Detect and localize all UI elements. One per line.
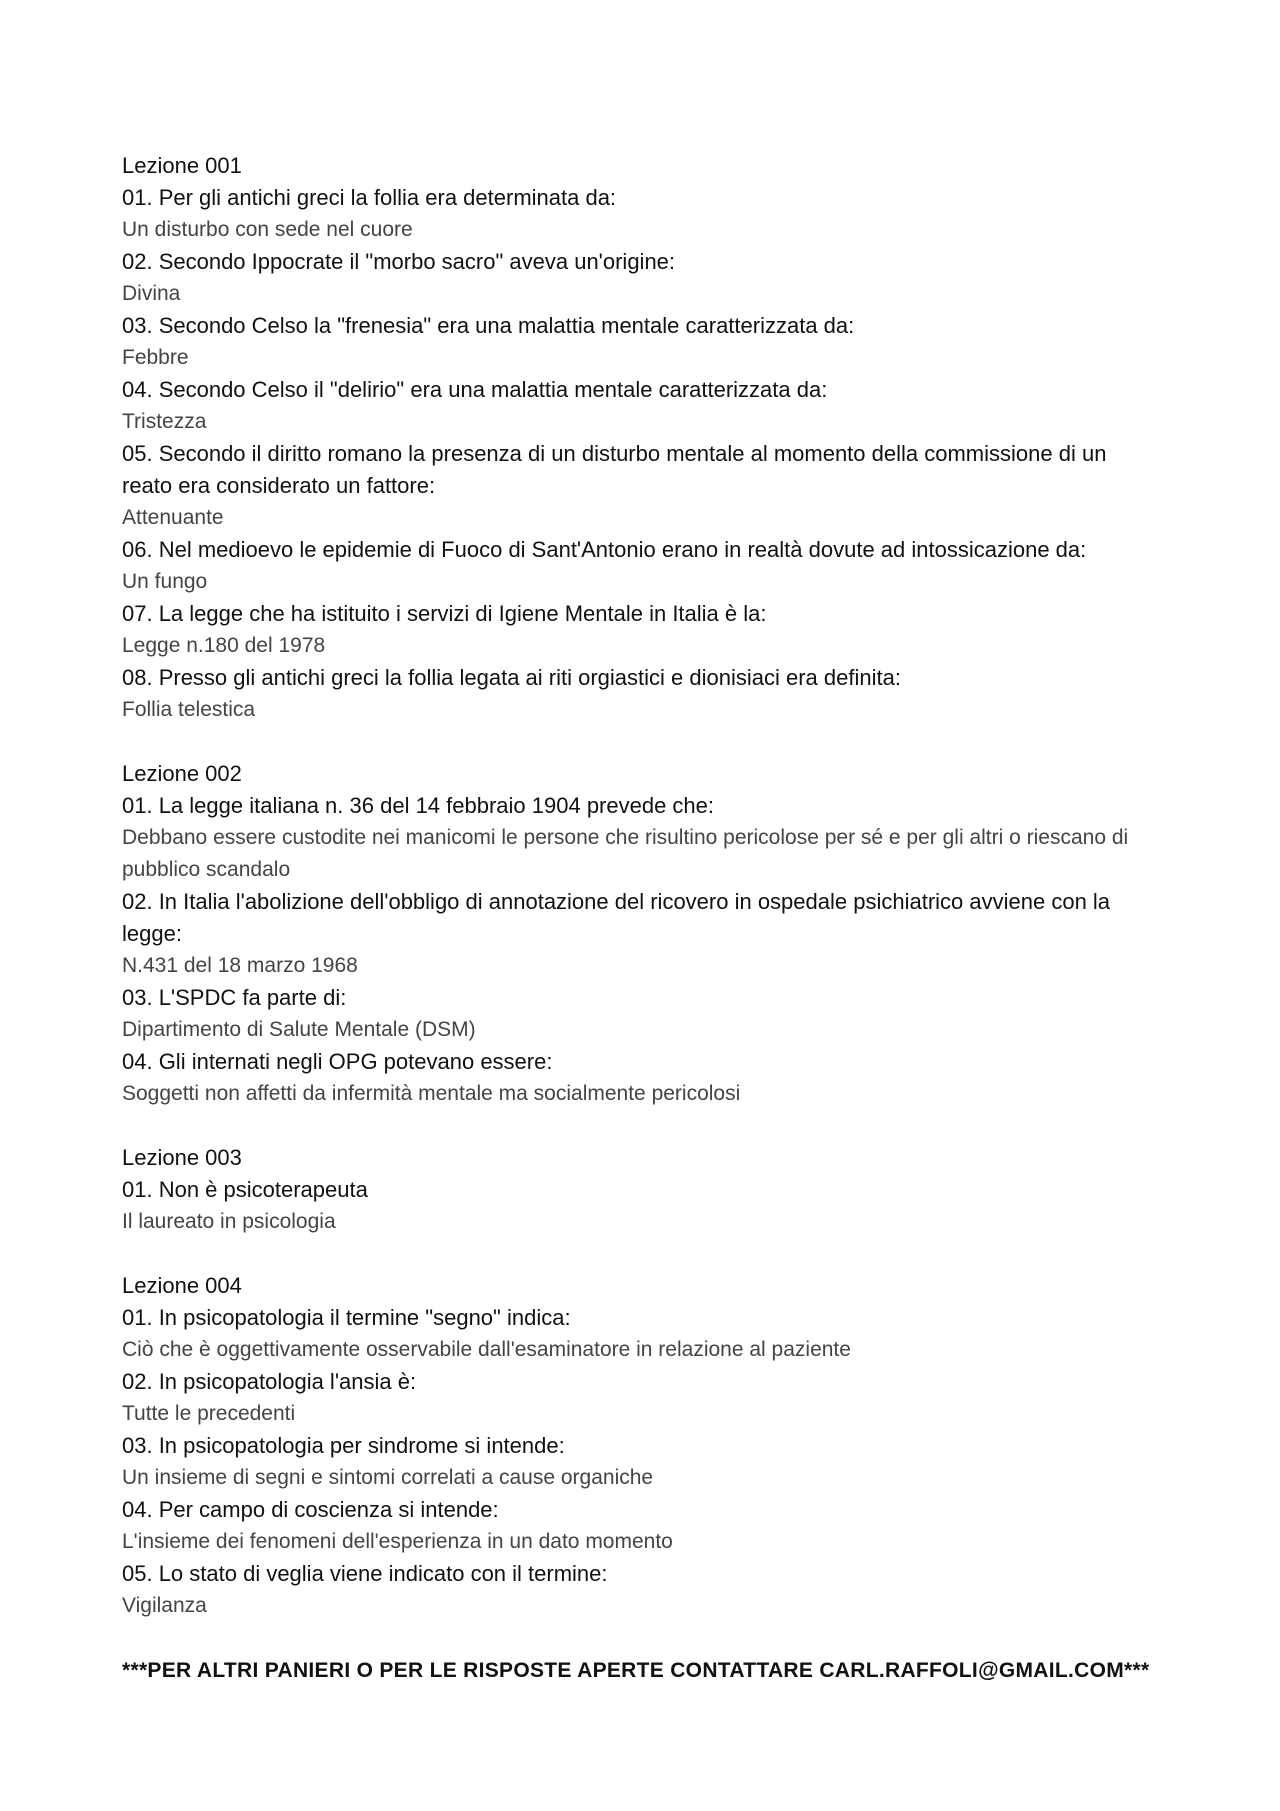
answer: Vigilanza [122, 1594, 207, 1617]
answer: L'insieme dei fenomeni dell'esperienza in un dato momento [122, 1530, 673, 1553]
question: 02. In Italia l'abolizione dell'obbligo di annotazione del ricovero in ospedale psichiatrico avviene con la legge: [122, 889, 1111, 946]
question: 04. Per campo di coscienza si intende: [122, 1497, 499, 1522]
answer: Soggetti non affetti da infermità mentale ma socialmente pericolosi [122, 1082, 741, 1105]
answer: Divina [122, 282, 181, 305]
lesson-title: Lezione 002 [122, 761, 242, 786]
question: 05. Lo stato di veglia viene indicato con il termine: [122, 1561, 608, 1586]
question: 04. Gli internati negli OPG potevano essere: [122, 1049, 553, 1074]
contact-footer: ***PER ALTRI PANIERI O PER LE RISPOSTE APERTE CONTATTARE CARL.RAFFOLI@GMAIL.COM*** [122, 1659, 1150, 1682]
answer: Debbano essere custodite nei manicomi le persone che risultino pericolose per sé e per gli altri o riescano di pubblico scandalo [122, 826, 1129, 881]
question: 05. Secondo il diritto romano la presenza di un disturbo mentale al momento della commissione di un reato era considerato un fattore: [122, 441, 1107, 498]
answer: Legge n.180 del 1978 [122, 634, 326, 657]
answer: Un fungo [122, 570, 208, 593]
lesson-section [122, 1270, 1162, 1622]
question: 01. Non è psicoterapeuta [122, 1177, 368, 1202]
question: 04. Secondo Celso il "delirio" era una malattia mentale caratterizzata da: [122, 377, 828, 402]
question: 08. Presso gli antichi greci la follia legata ai riti orgiastici e dionisiaci era definita: [122, 665, 901, 690]
answer: Attenuante [122, 506, 224, 529]
question: 02. Secondo Ippocrate il "morbo sacro" aveva un'origine: [122, 249, 676, 274]
question: 01. La legge italiana n. 36 del 14 febbraio 1904 prevede che: [122, 793, 715, 818]
answer: Tristezza [122, 410, 207, 433]
question: 02. In psicopatologia l'ansia è: [122, 1369, 417, 1394]
lesson-section [122, 758, 1162, 1110]
question: 07. La legge che ha istituito i servizi di Igiene Mentale in Italia è la: [122, 601, 767, 626]
question: 01. In psicopatologia il termine "segno" indica: [122, 1305, 571, 1330]
answer: N.431 del 18 marzo 1968 [122, 954, 358, 977]
answer: Febbre [122, 346, 189, 369]
answer: Follia telestica [122, 698, 256, 721]
lesson-section [122, 150, 1162, 726]
lesson-title: Lezione 004 [122, 1273, 242, 1298]
lesson-title: Lezione 003 [122, 1145, 242, 1170]
question: 01. Per gli antichi greci la follia era determinata da: [122, 185, 617, 210]
answer: Tutte le precedenti [122, 1402, 296, 1425]
lesson-section [122, 1142, 1162, 1238]
answer: Dipartimento di Salute Mentale (DSM) [122, 1018, 476, 1041]
question: 03. L'SPDC fa parte di: [122, 985, 347, 1010]
question: 06. Nel medioevo le epidemie di Fuoco di Sant'Antonio erano in realtà dovute ad intossicazione da: [122, 537, 1087, 562]
answer: Un insieme di segni e sintomi correlati a cause organiche [122, 1466, 654, 1489]
question: 03. Secondo Celso la "frenesia" era una malattia mentale caratterizzata da: [122, 313, 855, 338]
answer: Ciò che è oggettivamente osservabile dall'esaminatore in relazione al paziente [122, 1338, 851, 1361]
question: 03. In psicopatologia per sindrome si intende: [122, 1433, 565, 1458]
lesson-title: Lezione 001 [122, 153, 242, 178]
answer: Un disturbo con sede nel cuore [122, 218, 413, 241]
answer: Il laureato in psicologia [122, 1210, 336, 1233]
document-body [122, 150, 1162, 1654]
